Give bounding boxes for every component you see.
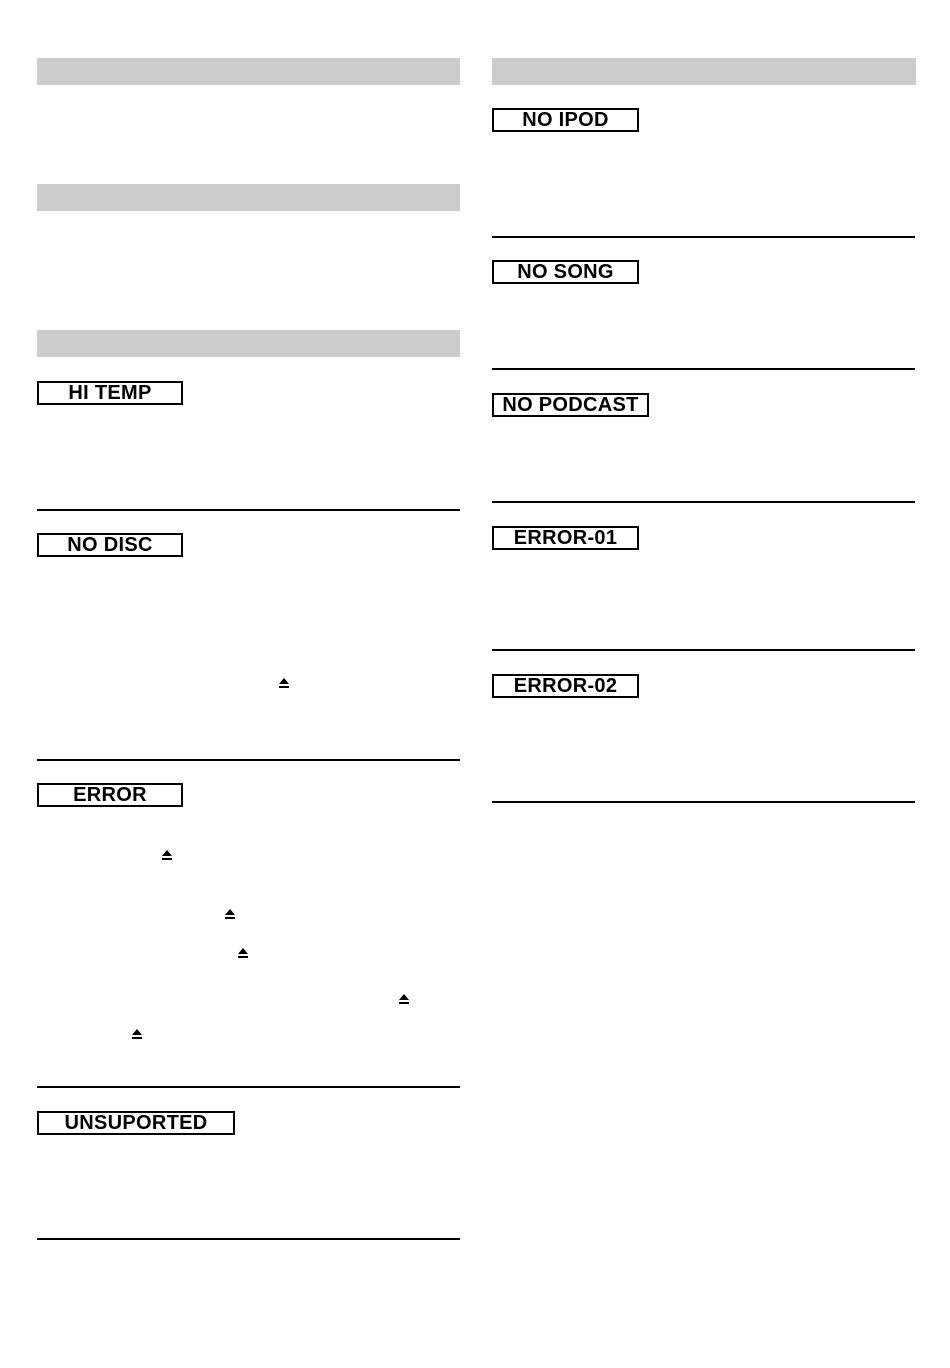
- divider: [492, 368, 915, 370]
- message-label-no-podcast: NO PODCAST: [492, 393, 649, 417]
- divider: [492, 501, 915, 503]
- section-header-bar: [37, 330, 460, 357]
- message-label-hi-temp: HI TEMP: [37, 381, 183, 405]
- divider: [37, 1238, 460, 1240]
- divider: [492, 649, 915, 651]
- eject-icon: [278, 677, 290, 689]
- eject-icon: [161, 849, 173, 861]
- message-label-no-disc: NO DISC: [37, 533, 183, 557]
- section-header-bar: [492, 58, 916, 85]
- message-label-unsuported: UNSUPORTED: [37, 1111, 235, 1135]
- divider: [492, 801, 915, 803]
- eject-icon: [398, 993, 410, 1005]
- eject-icon: [131, 1028, 143, 1040]
- divider: [37, 509, 460, 511]
- section-header-bar: [37, 184, 460, 211]
- eject-icon: [224, 908, 236, 920]
- message-label-error-02: ERROR-02: [492, 674, 639, 698]
- message-label-no-song: NO SONG: [492, 260, 639, 284]
- message-label-error-01: ERROR-01: [492, 526, 639, 550]
- divider: [492, 236, 915, 238]
- divider: [37, 759, 460, 761]
- message-label-no-ipod: NO IPOD: [492, 108, 639, 132]
- message-label-error: ERROR: [37, 783, 183, 807]
- divider: [37, 1086, 460, 1088]
- eject-icon: [237, 947, 249, 959]
- section-header-bar: [37, 58, 460, 85]
